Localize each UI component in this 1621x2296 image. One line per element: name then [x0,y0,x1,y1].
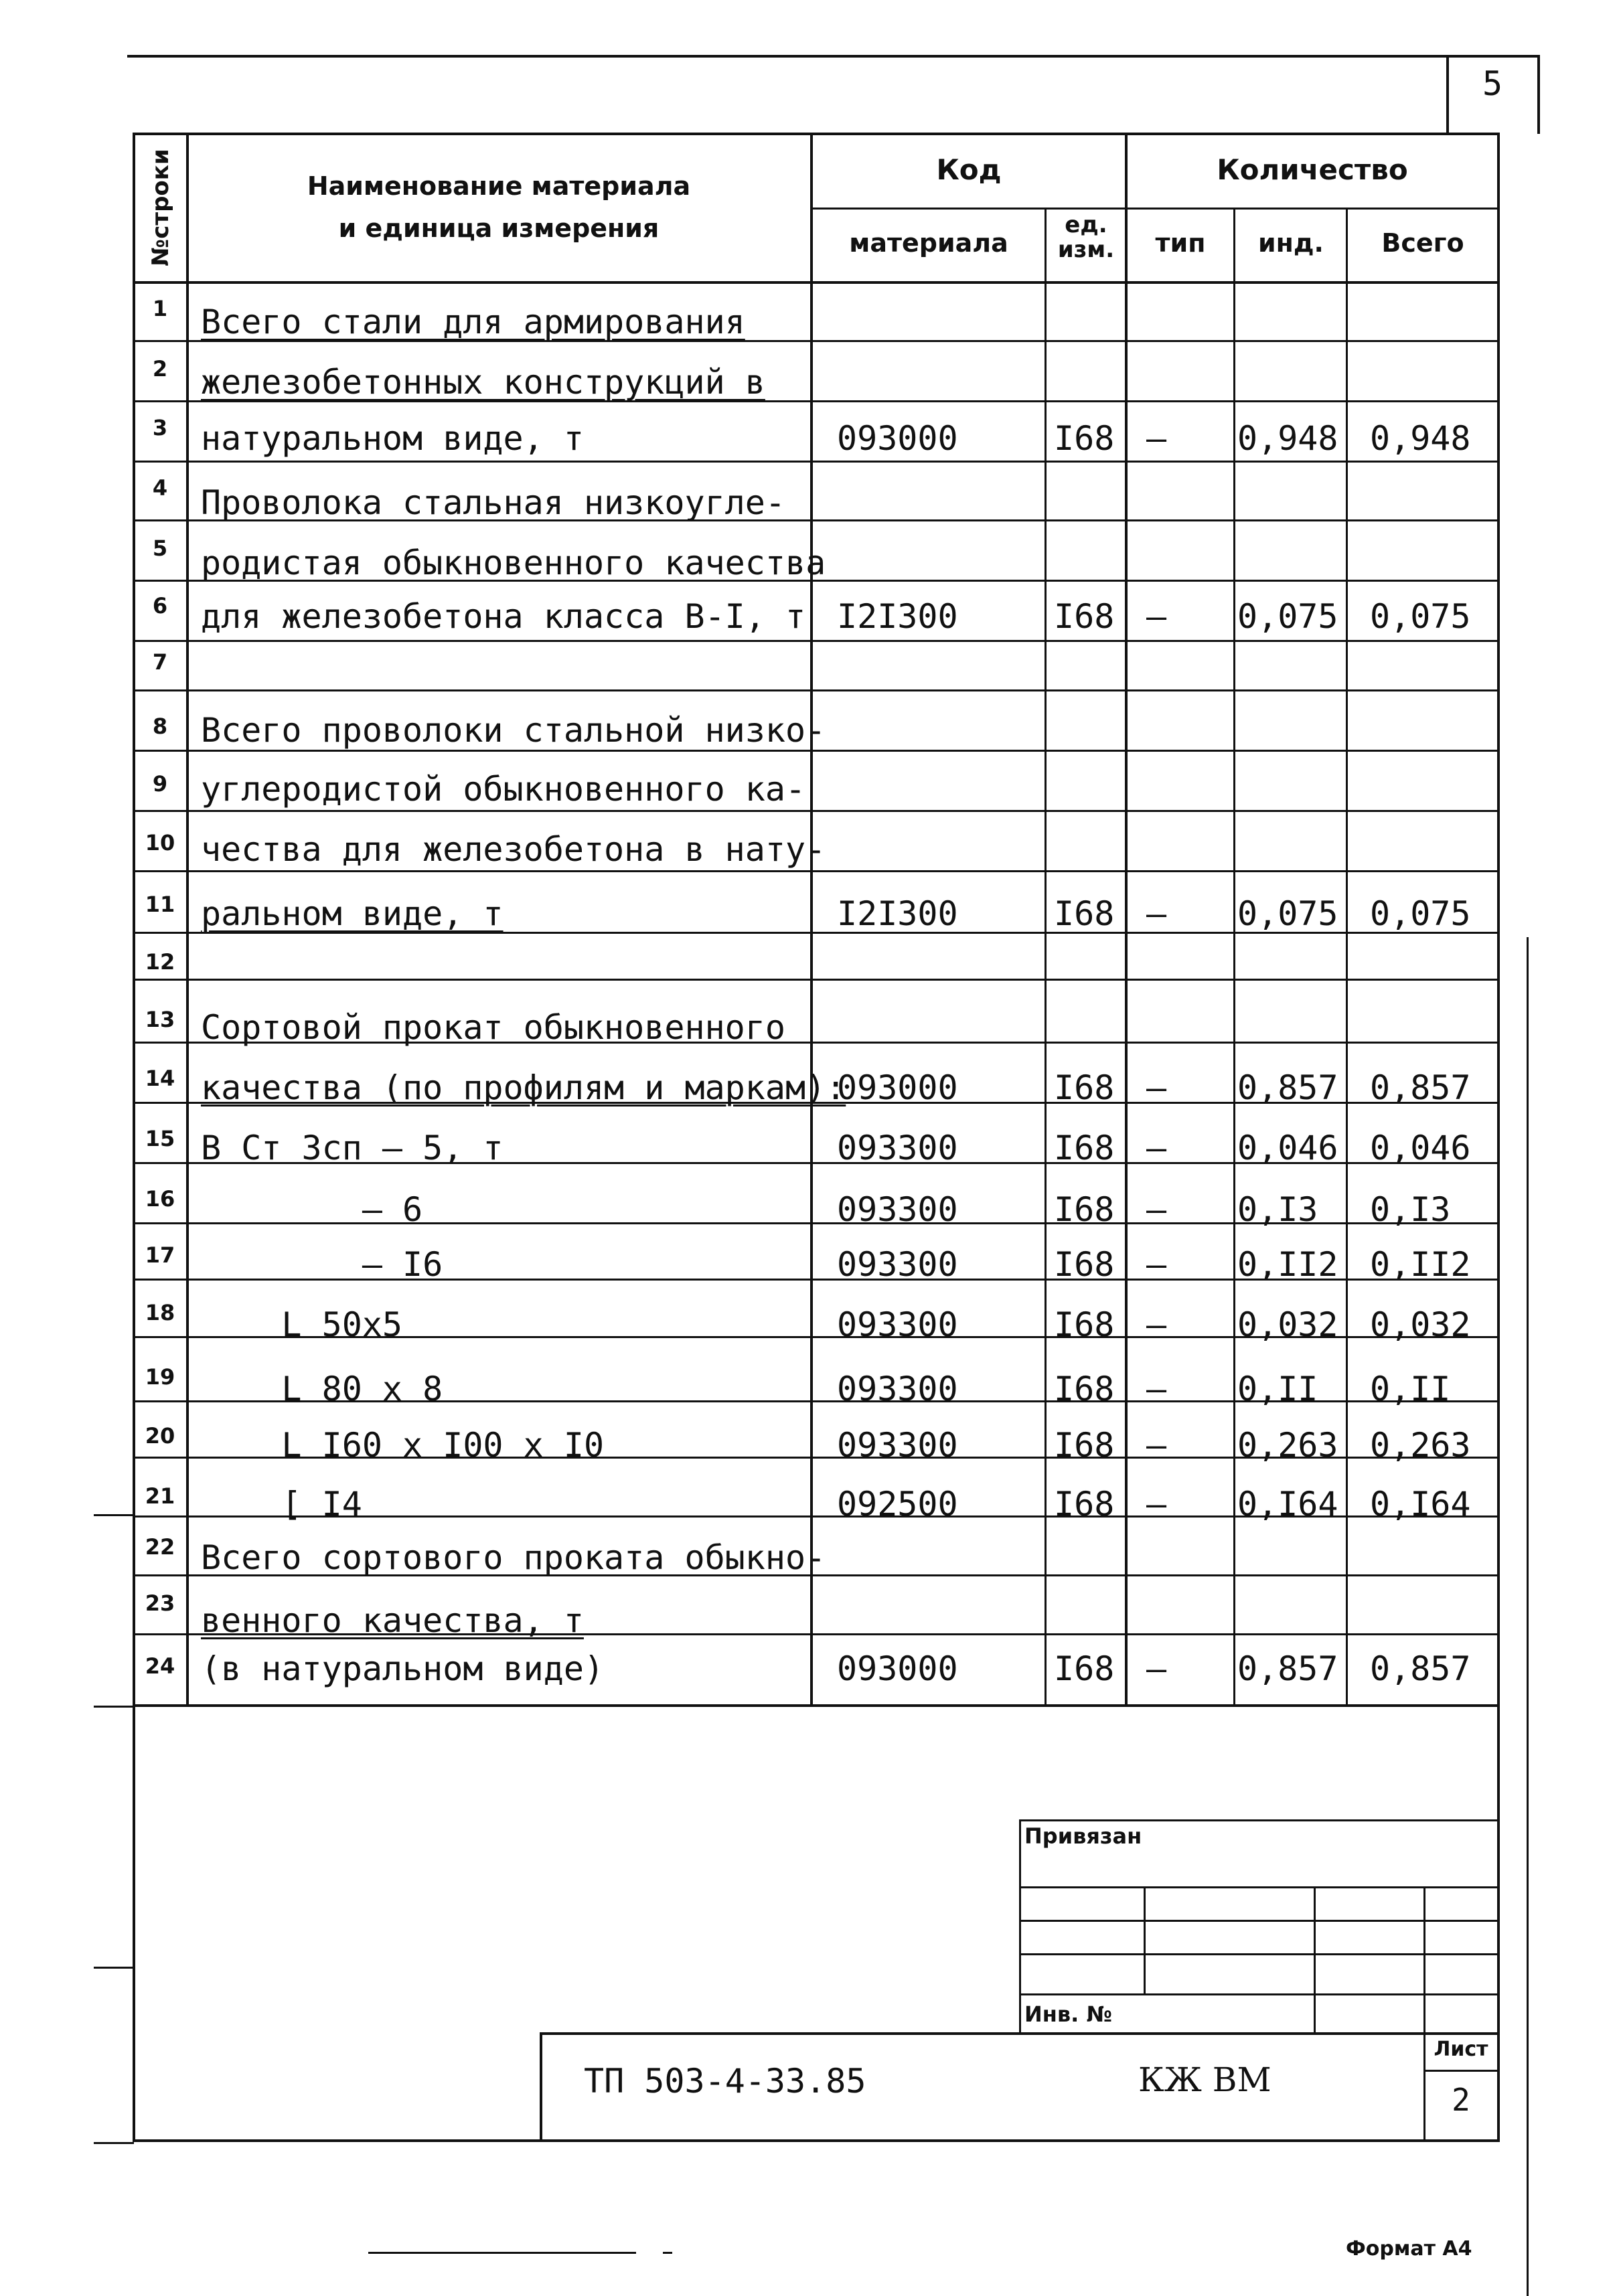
row-unit: I68 [1054,1305,1115,1344]
row-code: 093000 [837,1068,958,1107]
privyazan-rule-2 [1019,1920,1498,1922]
row-type: – [1146,419,1167,458]
row-code: I2I300 [837,597,958,636]
qty-group-header: Количество [1217,153,1408,186]
row-total: 0,075 [1370,597,1471,636]
row-total: 0,I3 [1370,1190,1451,1229]
row-type: – [1146,1245,1167,1284]
row-number: 19 [145,1364,175,1390]
row-ind: 0,046 [1237,1129,1338,1167]
row-number: 6 [152,593,168,619]
row-ind: 0,857 [1237,1068,1338,1107]
sheet-number: 2 [1452,2082,1470,2118]
row-name: венного качества, т [201,1601,584,1640]
row-name: – 6 [201,1190,423,1229]
row-name: качества (по профилям и маркам): [201,1068,846,1107]
row-unit: I68 [1054,1649,1115,1688]
row-unit: I68 [1054,1245,1115,1284]
row-type: – [1146,1485,1167,1524]
row-total: 0,857 [1370,1649,1471,1688]
doc-code: ТП 503-4-33.85 [584,2062,866,2101]
row-separator [133,979,1498,981]
row-name: (в натуральном виде) [201,1649,605,1688]
row-type: – [1146,1426,1167,1465]
row-type: – [1146,1649,1167,1688]
row-ind: 0,II2 [1237,1245,1338,1284]
qty-total-header: Всего [1381,228,1464,258]
frame-top [133,133,1500,135]
row-number: 21 [145,1483,175,1509]
row-number: 8 [152,714,168,739]
row-ind: 0,075 [1237,894,1338,933]
row-total: 0,263 [1370,1426,1471,1465]
row-unit: I68 [1054,894,1115,933]
row-separator [133,689,1498,691]
row-number: 2 [152,356,168,382]
code-group-header: Код [936,153,1002,186]
row-ind: 0,II [1237,1370,1318,1408]
row-separator [133,870,1498,872]
qty-type-header: тип [1155,228,1206,258]
row-name: L 50х5 [201,1305,403,1344]
row-number: 13 [145,1007,175,1032]
row-number: 11 [145,892,175,917]
row-number: 5 [152,536,168,561]
privyazan-col-3 [1423,1886,1425,2035]
page-number-box-right [1537,55,1540,134]
rownum-header [127,134,194,281]
privyazan-left [1019,1819,1021,2035]
page-number-box-left [1446,55,1449,134]
privyazan-rule-4 [1019,1993,1498,1995]
row-type: – [1146,1068,1167,1107]
row-number: 24 [145,1653,175,1679]
row-separator [133,461,1498,463]
row-number: 22 [145,1534,175,1560]
name-header-line2: и единица измерения [338,214,660,243]
row-code: I2I300 [837,894,958,933]
row-ind: 0,857 [1237,1649,1338,1688]
row-name: Всего стали для армирования [201,303,745,341]
row-unit: I68 [1054,1190,1115,1229]
row-number: 18 [145,1300,175,1325]
row-name: Сортовой прокат обыкновенного [201,1008,785,1047]
row-name: [ I4 [201,1485,362,1524]
footer-line [368,2252,636,2254]
row-type: – [1146,1190,1167,1229]
top-rule [127,55,1539,58]
row-name: родистая обыкновенного качества [201,544,826,582]
row-name: – I6 [201,1245,443,1284]
row-number: 7 [152,649,168,675]
row-number: 15 [145,1126,175,1151]
row-number: 17 [145,1242,175,1268]
row-unit: I68 [1054,1370,1115,1408]
page-number: 5 [1482,64,1503,103]
row-name: углеродистой обыкновенного ка- [201,770,806,809]
row-ind: 0,I64 [1237,1485,1338,1524]
row-number: 14 [145,1066,175,1091]
row-number: 9 [152,771,168,797]
row-unit: I68 [1054,1129,1115,1167]
row-total: 0,857 [1370,1068,1471,1107]
header-bottom-rule [133,281,1500,284]
row-unit: I68 [1054,1426,1115,1465]
row-type: – [1146,1305,1167,1344]
row-ind: 0,032 [1237,1305,1338,1344]
row-number: 20 [145,1423,175,1449]
sheet-label: Лист [1434,2038,1488,2061]
inv-no-label: Инв. № [1024,2001,1112,2027]
row-name: L 80 х 8 [201,1370,443,1408]
row-code: 093300 [837,1370,958,1408]
row-code: 093000 [837,419,958,458]
margin-tick [94,1706,134,1708]
row-code: 093300 [837,1129,958,1167]
margin-tick [94,1514,134,1516]
row-code: 093300 [837,1426,958,1465]
privyazan-top [1019,1819,1498,1821]
title-block-top [540,2032,1498,2035]
privyazan-rule-3 [1019,1953,1498,1955]
row-type: – [1146,597,1167,636]
row-separator [133,640,1498,642]
doc-mark: КЖ ВМ [1138,2060,1271,2099]
row-unit: I68 [1054,1068,1115,1107]
title-block-left [540,2032,542,2142]
row-code: 093300 [837,1305,958,1344]
qty-ind-header: инд. [1257,228,1324,258]
col-type-divider [1233,209,1235,1706]
row-name: Всего сортового проката обыкно- [201,1538,826,1577]
row-number: 16 [145,1186,175,1212]
row-name: натуральном виде, т [201,419,584,458]
row-name: чества для железобетона в нату- [201,830,826,869]
row-unit: I68 [1054,1485,1115,1524]
table-bottom-rule [133,1704,1500,1707]
row-name: для железобетона класса В-I, т [201,597,806,636]
row-unit: I68 [1054,597,1115,636]
privyazan-col-1 [1144,1886,1146,1993]
name-header-line1: Наименование материала [307,171,691,201]
footer-dash [663,2252,672,2254]
privyazan-col-2 [1314,1886,1316,2035]
format-label: Формат А4 [1346,2237,1472,2261]
row-type: – [1146,1129,1167,1167]
row-number: 12 [145,949,175,975]
row-total: 0,075 [1370,894,1471,933]
row-name: железобетонных конструкций в [201,363,765,402]
rownum-header-label: №строки [147,149,174,266]
frame-bottom [133,2139,1500,2142]
row-type: – [1146,894,1167,933]
col-unit-divider [1125,133,1128,1706]
privyazan-label: Привязан [1024,1823,1142,1849]
row-ind: 0,948 [1237,419,1338,458]
row-total: 0,948 [1370,419,1471,458]
row-number: 3 [152,415,168,440]
row-number: 1 [152,296,168,321]
row-name: ральном виде, т [201,894,504,933]
row-name: Проволока стальная низкоугле- [201,483,785,522]
outer-right-edge [1527,937,1529,2296]
row-name: Всего проволоки стальной низко- [201,711,826,750]
col-ind-divider [1346,209,1348,1706]
row-ind: 0,075 [1237,597,1338,636]
row-number: 10 [145,830,175,855]
sheet-box-rule [1423,2070,1498,2072]
row-number: 23 [145,1590,175,1616]
row-code: 092500 [837,1485,958,1524]
row-unit: I68 [1054,419,1115,458]
code-unit-header: ед. изм. [1057,212,1115,264]
row-name: L I60 х I00 х I0 [201,1426,605,1465]
col-name-divider [810,133,813,1706]
row-number: 4 [152,475,168,501]
row-total: 0,II2 [1370,1245,1471,1284]
row-ind: 0,263 [1237,1426,1338,1465]
row-code: 093300 [837,1190,958,1229]
header-mid-rule [810,208,1498,210]
frame-right [1497,133,1500,2142]
code-material-header: материала [849,228,1008,258]
row-total: 0,I64 [1370,1485,1471,1524]
row-separator [133,750,1498,752]
col-code-divider [1045,209,1047,1706]
col-rownum-divider [186,133,189,1706]
row-code: 093000 [837,1649,958,1688]
margin-tick [94,2142,134,2144]
row-type: – [1146,1370,1167,1408]
margin-tick [94,1967,134,1969]
row-total: 0,II [1370,1370,1451,1408]
row-code: 093300 [837,1245,958,1284]
row-separator [133,810,1498,812]
row-name: В Ст 3сп – 5, т [201,1129,504,1167]
row-total: 0,032 [1370,1305,1471,1344]
row-total: 0,046 [1370,1129,1471,1167]
privyazan-rule-1 [1019,1886,1498,1888]
row-ind: 0,I3 [1237,1190,1318,1229]
